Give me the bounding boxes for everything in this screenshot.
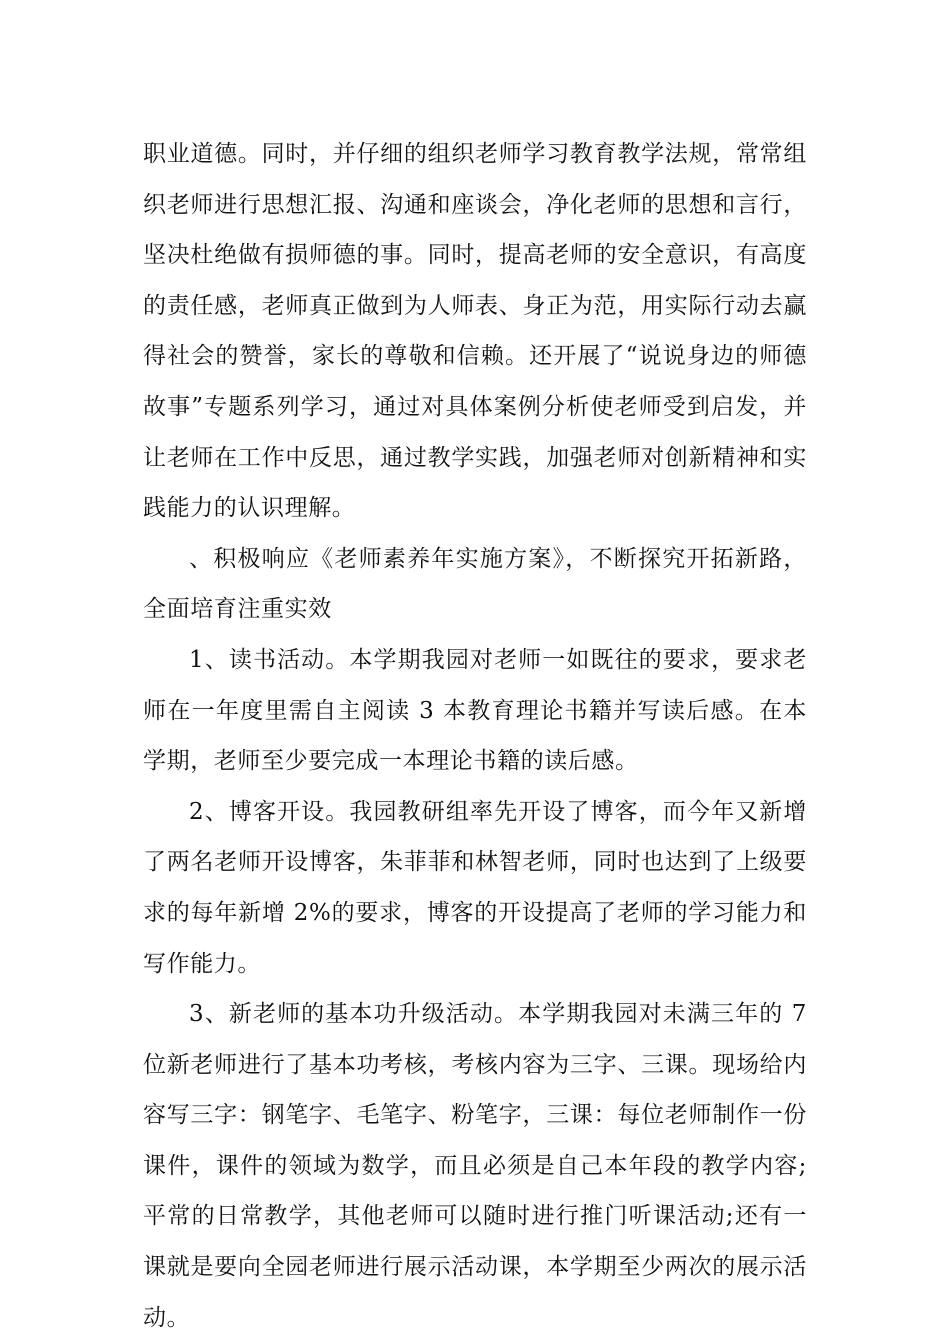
paragraph-continuation: 职业道德。同时，并仔细的组织老师学习教育教学法规，常常组织老师进行思想汇报、沟通和座谈会，净化老师的思想和言行，坚决杜绝做有损师德的事。同时，提高老师的安全意识，有高度的责任感，老师真正做到为人师表、身正为范，用实际行动去赢得社会的赞誉，家长的尊敬和信赖。还开展了“说说身边的师德故事”专题系列学习，通过对具体案例分析使老师受到启发，并让老师在工作中反思，通过教学实践，加强老师对创新精神和实践能力的认识理解。 — [143, 141, 807, 522]
paragraph-item-2: 2、博客开设。我园教研组率先开设了博客，而今年又新增了两名老师开设博客，朱菲菲和林智老师，同时也达到了上级要求的每年新增 2%的要求，博客的开设提高了老师的学习能力和写作能力。 — [143, 798, 807, 977]
paragraph-section-heading: 、积极响应《老师素养年实施方案》，不断探究开拓新路，全面培育注重实效 — [143, 545, 807, 623]
paragraph-item-1: 1、读书活动。本学期我园对老师一如既往的要求，要求老师在一年度里需自主阅读 3 本教育理论书籍并写读后感。在本学期，老师至少要完成一本理论书籍的读后感。 — [143, 646, 807, 775]
document-body — [143, 129, 807, 1343]
paragraph-item-3: 3、新老师的基本功升级活动。本学期我园对未满三年的 7 位新老师进行了基本功考核，考核内容为三字、三课。现场给内容写三字：钢笔字、毛笔字、粉笔字，三课：每位老师制作一份课件，课件的领域为数学，而且必须是自己本年段的教学内容;平常的日常教学，其他老师可以随时进行推门听课活动;还有一课就是要向全园老师进行展示活动课，本学期至少两次的展示活动。 — [143, 1001, 807, 1331]
